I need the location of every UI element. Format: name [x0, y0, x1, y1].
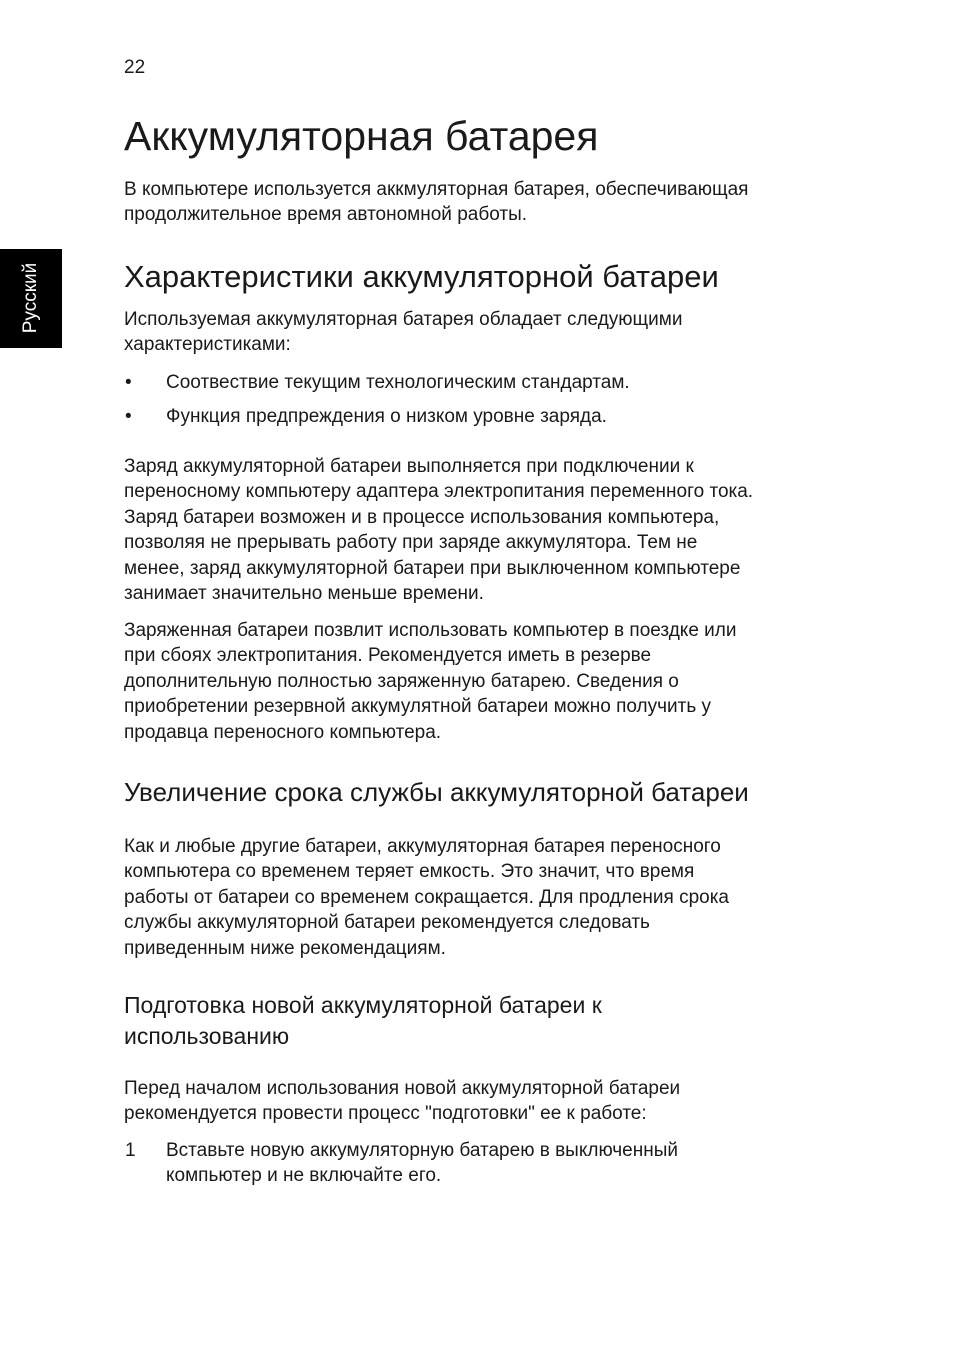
lifetime-line: службы аккумуляторной батареи рекомендуется следовать	[124, 912, 650, 934]
intro-line: продолжительное время автономной работы.	[124, 204, 527, 226]
step-item	[124, 1138, 824, 1189]
prepare-paragraph	[124, 1076, 824, 1127]
spare-battery-line: при сбоях электропитания. Рекомендуется иметь в резерве	[124, 645, 652, 667]
page-number: 22	[124, 57, 146, 78]
step-text-line: Вставьте новую аккумуляторную батарею в выключенный	[166, 1140, 679, 1161]
spare-battery-line: Заряженная батареи позвлит использовать компьютер в поездке или	[124, 620, 737, 641]
spare-battery-paragraph	[124, 618, 824, 745]
intro-paragraph	[124, 177, 824, 228]
lifetime-paragraph	[124, 834, 824, 961]
bullet-marker: •	[125, 372, 132, 393]
prepare-steps-list	[124, 1138, 824, 1189]
spare-battery-line: приобретении резервной аккумулятной батареи можно получить у	[124, 696, 712, 718]
characteristics-bullet-list	[124, 370, 824, 438]
bullet-text: Функция предпреждения о низком уровне заряда.	[166, 406, 607, 427]
spare-battery-line: дополнительную полностью заряженную батарею. Сведения о	[124, 670, 679, 692]
prepare-line: Перед началом использования новой аккумуляторной батареи	[124, 1078, 681, 1099]
intro-line: В компьютере используется аккмуляторная батарея, обеспечивающая	[124, 179, 749, 200]
charging-paragraph	[124, 454, 824, 606]
characteristics-lead	[124, 307, 824, 358]
language-side-tab-label: Русский	[20, 262, 41, 334]
prepare-heading-line: использованию	[124, 1023, 290, 1049]
characteristics-heading: Характеристики аккумуляторной батареи	[124, 259, 719, 294]
prepare-heading	[124, 990, 744, 1052]
prepare-heading-line: Подготовка новой аккумуляторной батареи к	[124, 992, 602, 1018]
lifetime-line: компьютера со временем теряет емкость. Это значит, что время	[124, 861, 695, 883]
charging-line: переносному компьютеру адаптера электропитания переменного тока.	[124, 481, 754, 503]
bullet-marker: •	[125, 406, 132, 427]
charging-line: занимает значительно меньше времени.	[124, 583, 484, 605]
characteristics-lead-line: характеристиками:	[124, 334, 291, 356]
lifetime-heading: Увеличение срока службы аккумуляторной батареи	[124, 777, 749, 807]
language-side-tab	[0, 249, 62, 348]
bullet-item	[124, 404, 824, 429]
page-title: Аккумуляторная батарея	[124, 113, 599, 159]
bullet-item	[124, 370, 824, 395]
lifetime-line: приведенным ниже рекомендациям.	[124, 937, 446, 959]
charging-line: Заряд батареи возможен и в процессе использования компьютера,	[124, 506, 720, 528]
charging-line: позволяя не прерывать работу при заряде аккумулятора. Тем не	[124, 532, 698, 554]
step-text-line: компьютер и не включайте его.	[166, 1165, 442, 1187]
bullet-text: Соотвествие текущим технологическим стандартам.	[166, 372, 630, 393]
prepare-line: рекомендуется провести процесс "подготовки" ее к работе:	[124, 1103, 647, 1125]
lifetime-line: Как и любые другие батареи, аккумуляторная батарея переносного	[124, 836, 721, 857]
spare-battery-line: продавца переносного компьютера.	[124, 721, 442, 743]
charging-line: Заряд аккумуляторной батареи выполняется при подключении к	[124, 456, 694, 477]
characteristics-lead-line: Используемая аккумуляторная батарея обладает следующими	[124, 309, 683, 330]
lifetime-line: работы от батареи со временем сокращается. Для продления срока	[124, 886, 729, 908]
charging-line: менее, заряд аккумуляторной батареи при выключенном компьютере	[124, 557, 741, 579]
step-number: 1	[125, 1140, 136, 1161]
